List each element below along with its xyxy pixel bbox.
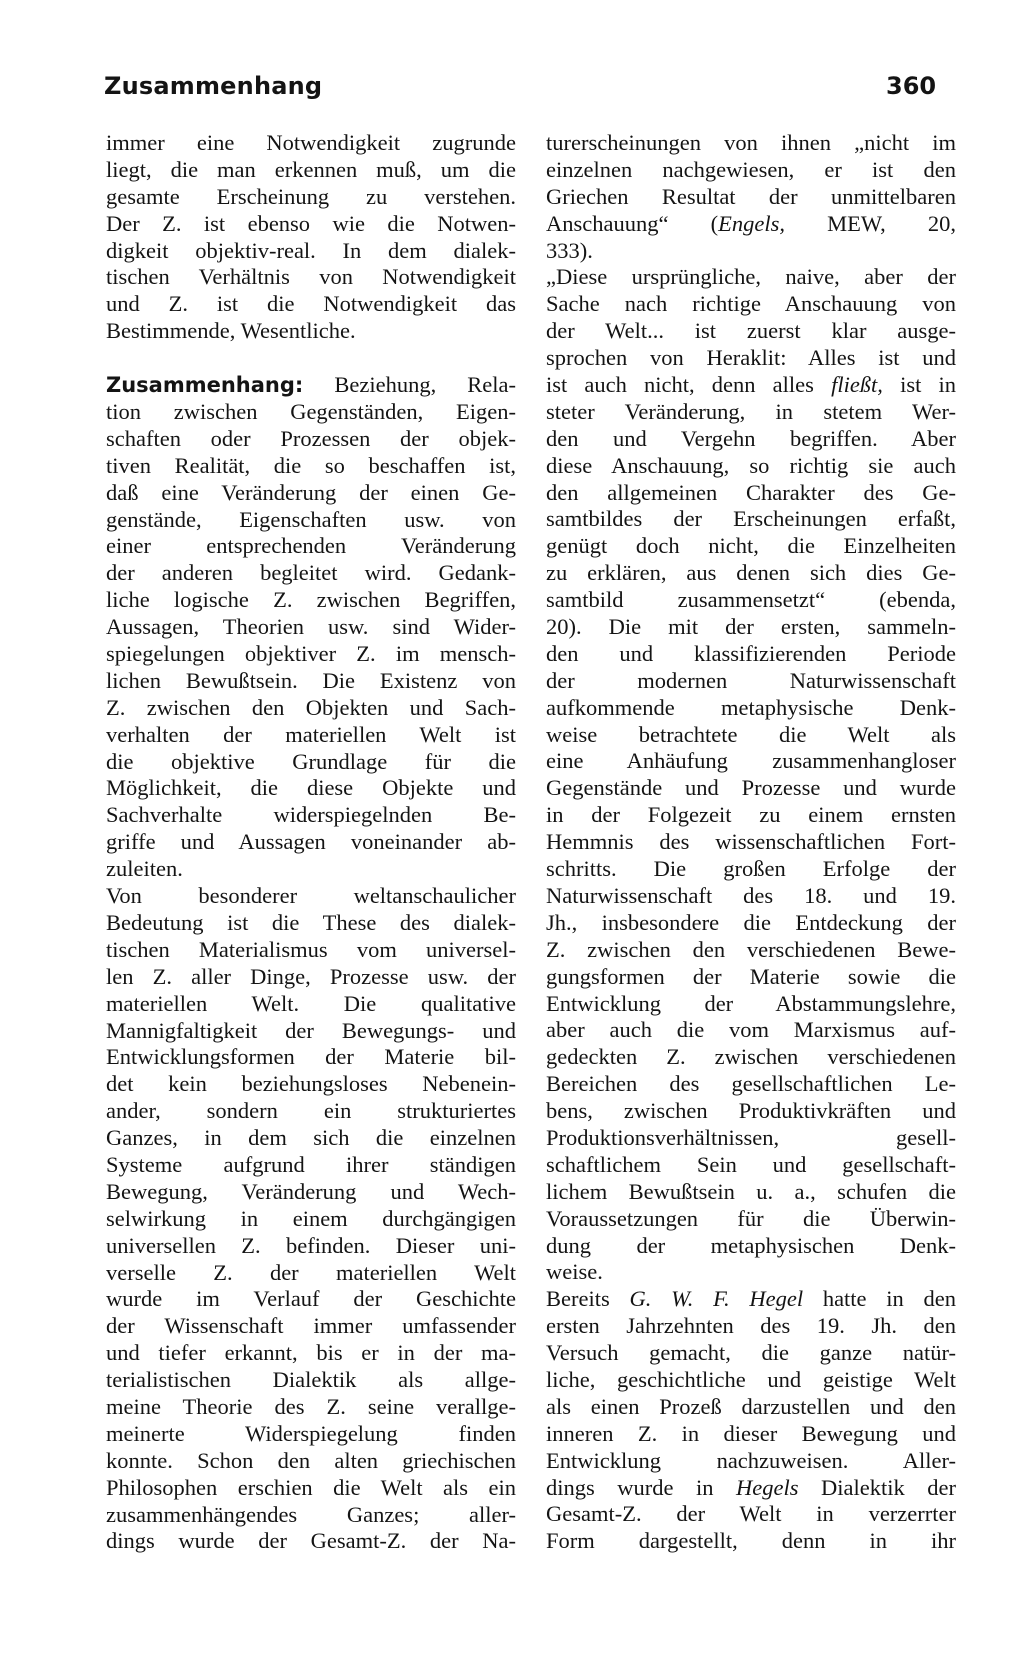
text-line: Aussagen, Theorien usw. sind Wider- — [106, 614, 516, 640]
text-line: Naturwissenschaft des 18. und 19. — [546, 882, 956, 908]
text-line: ersten Jahrzehnten des 19. Jh. den — [546, 1313, 956, 1339]
text-line: zuleiten. — [106, 856, 183, 882]
text-line: samtbild zusammensetzt“ (ebenda, — [546, 587, 956, 613]
text-line: aufkommende metaphysische Denk- — [546, 694, 956, 720]
text-line: schaftlichem Sein und gesellschaft- — [546, 1151, 956, 1177]
author-name: G. W. F. Hegel — [629, 1286, 804, 1312]
text-line: zusammenhängendes Ganzes; aller- — [106, 1501, 516, 1527]
text-line: steter Veränderung, in stetem Wer- — [546, 398, 956, 424]
text-line: Möglichkeit, die diese Objekte und — [106, 775, 516, 801]
text-line: eine Anhäufung zusammenhangloser — [546, 748, 956, 774]
text-line: verhalten der materiellen Welt ist — [106, 721, 516, 747]
text-line: 20). Die mit der ersten, sammeln- — [546, 614, 956, 640]
text-line: Bereits G. W. F. Hegel hatte in den — [546, 1286, 957, 1312]
text-line: tion zwischen Gegenständen, Eigen- — [106, 399, 516, 425]
quote-line: „Diese ursprüngliche, naive, aber der — [546, 264, 956, 290]
text-line: terialistischen Dialektik als allge- — [106, 1367, 516, 1393]
text-line: die objektive Grundlage für die — [106, 748, 516, 774]
text-line: gedeckten Z. zwischen verschiedenen — [546, 1044, 956, 1070]
text-line: weise. — [546, 1259, 603, 1285]
text-line: Entwicklung nachzuweisen. Aller- — [546, 1447, 956, 1473]
text-line: schritts. Die großen Erfolge der — [546, 856, 956, 882]
text-line: aber auch die vom Marxismus auf- — [546, 1017, 956, 1043]
text-line: Bedeutung ist die These des dialek- — [106, 909, 516, 935]
left-column — [106, 130, 516, 1555]
text-line: in der Folgezeit zu einem ernsten — [546, 802, 956, 828]
text-line: dung der metaphysischen Denk- — [546, 1232, 956, 1258]
dictionary-entry — [106, 372, 516, 883]
quote-line: ist auch nicht, denn alles fließt, ist in — [546, 372, 956, 398]
text-line: der Wissenschaft immer umfassender — [106, 1313, 516, 1339]
text-line: selwirkung in einem durchgängigen — [106, 1205, 516, 1231]
text-line: tischen Verhältnis von Notwendigkeit — [106, 264, 516, 290]
text-line: Bewegung, Veränderung und Wech- — [106, 1178, 516, 1204]
text-line: Gesamt-Z. der Welt in verzerrter — [546, 1501, 956, 1527]
text-line: griffe und Aussagen voneinander ab- — [106, 829, 516, 855]
text-line: meinerte Widerspiegelung finden — [106, 1420, 516, 1446]
text-line: lichen Bewußtsein. Die Existenz von — [106, 667, 516, 693]
text-line: den und klassifizierenden Periode — [546, 640, 956, 666]
quote-line: Sache nach richtige Anschauung von — [546, 291, 956, 317]
text-line: Ganzes, in dem sich die einzelnen — [106, 1125, 516, 1151]
text-line: daß eine Veränderung der einen Ge- — [106, 479, 516, 505]
paragraph — [106, 883, 516, 1555]
text-line: Der Z. ist ebenso wie die Notwen- — [106, 210, 516, 236]
text-line: Hemmnis des wissenschaftlichen Fort- — [546, 829, 956, 855]
text-line: bens, zwischen Produktivkräften und — [546, 1098, 956, 1124]
text-line: meine Theorie des Z. seine verallge- — [106, 1393, 516, 1419]
text-line: Gegenstände und Prozesse und wurde — [546, 775, 956, 801]
text-line: als einen Prozeß darzustellen und den — [546, 1393, 956, 1419]
text-line: zu erklären, aus denen sich dies Ge- — [546, 560, 956, 586]
page-number: 360 — [886, 72, 937, 100]
text-line: 333). — [546, 237, 593, 263]
text-line: spiegelungen objektiver Z. im mensch- — [106, 641, 516, 667]
text-line: schaften oder Prozessen der objek- — [106, 425, 516, 451]
entry-first-line: Zusammenhang: Beziehung, Rela- — [106, 372, 516, 398]
text-line: liche logische Z. zwischen Begriffen, — [106, 587, 516, 613]
text-line: Philosophen erschien die Welt als ein — [106, 1474, 516, 1500]
text-line: weise betrachtete die Welt als — [546, 721, 956, 747]
author-name: Hegels — [736, 1474, 799, 1500]
running-header: Zusammenhang — [104, 72, 323, 100]
text-line: Griechen Resultat der unmittelbaren — [546, 183, 956, 209]
text-line: immer eine Notwendigkeit zugrunde — [106, 130, 516, 155]
text-line: Von besonderer weltanschaulicher — [106, 883, 516, 909]
text-line: Mannigfaltigkeit der Bewegungs- und — [106, 1017, 516, 1043]
citation-line: Anschauung“ (Engels, MEW, 20, — [546, 210, 956, 236]
continued-paragraph — [106, 130, 516, 345]
quote-line: sprochen von Heraklit: Alles ist und — [546, 345, 956, 371]
text-line: den allgemeinen Charakter des Ge- — [546, 479, 956, 505]
text-line: tiven Realität, die so beschaffen ist, — [106, 452, 516, 478]
text-line: konnte. Schon den alten griechischen — [106, 1447, 516, 1473]
text-line: Jh., insbesondere die Entdeckung der — [546, 909, 956, 935]
text-line: len Z. aller Dinge, Prozesse usw. der — [106, 963, 516, 989]
text-line: Form dargestellt, denn in ihr — [546, 1528, 956, 1554]
text-line: Z. zwischen den verschiedenen Bewe- — [546, 936, 956, 962]
text-line: Z. zwischen den Objekten und Sach- — [106, 694, 516, 720]
text-line: Bestimmende, Wesentliche. — [106, 318, 356, 344]
text-line: dings wurde der Gesamt-Z. der Na- — [106, 1528, 516, 1554]
text-line: tischen Materialismus vom universel- — [106, 936, 516, 962]
text-line: Bereichen des gesellschaftlichen Le- — [546, 1071, 956, 1097]
text-line: Voraussetzungen für die Überwin- — [546, 1205, 956, 1231]
text-line: genstände, Eigenschaften usw. von — [106, 506, 516, 532]
right-column — [546, 130, 956, 1555]
text-line: liche, geschichtliche und geistige Welt — [546, 1366, 956, 1392]
text-line: diese Anschauung, so richtig sie auch — [546, 452, 956, 478]
text-line: den und Vergehn begriffen. Aber — [546, 425, 956, 451]
text-line: und tiefer erkannt, bis er in der ma- — [106, 1340, 516, 1366]
text-line: universellen Z. befinden. Dieser uni- — [106, 1232, 516, 1258]
text-line: dings wurde in Hegels Dialektik der — [546, 1474, 956, 1500]
text-line: der anderen begleitet wird. Gedank- — [106, 560, 516, 586]
text-line: einer entsprechenden Veränderung — [106, 533, 516, 559]
text-line: Produktionsverhältnissen, gesell- — [546, 1124, 956, 1150]
text-line: der modernen Naturwissenschaft — [546, 667, 956, 693]
text-line: digkeit objektiv-real. In dem dialek- — [106, 237, 516, 263]
text-line: Versuch gemacht, die ganze natür- — [546, 1340, 956, 1366]
text-line: wurde im Verlauf der Geschichte — [106, 1286, 516, 1312]
text-line: gungsformen der Materie sowie die — [546, 963, 956, 989]
entry-keyword: Zusammenhang: — [106, 373, 304, 398]
text-line: lichem Bewußtsein u. a., schufen die — [546, 1178, 956, 1204]
text-line: gesamte Erscheinung zu verstehen. — [106, 183, 516, 209]
text-line: verselle Z. der materiellen Welt — [106, 1259, 516, 1285]
text-line: und Z. ist die Notwendigkeit das — [106, 291, 516, 317]
text-line: genügt doch nicht, die Einzelheiten — [546, 533, 956, 559]
text-line: samtbildes der Erscheinungen erfaßt, — [546, 506, 956, 532]
text-line: ander, sondern ein strukturiertes — [106, 1098, 516, 1124]
text-line: Entwicklung der Abstammungslehre, — [546, 990, 956, 1016]
text-line: Entwicklungsformen der Materie bil- — [106, 1044, 516, 1070]
text-line: turerscheinungen von ihnen „nicht im — [546, 130, 956, 155]
text-line: materiellen Welt. Die qualitative — [106, 990, 516, 1016]
text-line: Sachverhalte widerspiegelnden Be- — [106, 802, 516, 828]
text-line: liegt, die man erkennen muß, um die — [106, 156, 516, 182]
text-line: Systeme aufgrund ihrer ständigen — [106, 1151, 516, 1177]
emphasis: fließt, — [831, 372, 883, 398]
author-name: Engels, — [718, 210, 785, 236]
quote-line: der Welt... ist zuerst klar ausge- — [546, 318, 956, 344]
text-line: einzelnen nachgewiesen, er ist den — [546, 156, 956, 182]
text-line: inneren Z. in dieser Bewegung und — [546, 1420, 956, 1446]
text-line: det kein beziehungsloses Nebenein- — [106, 1071, 516, 1097]
